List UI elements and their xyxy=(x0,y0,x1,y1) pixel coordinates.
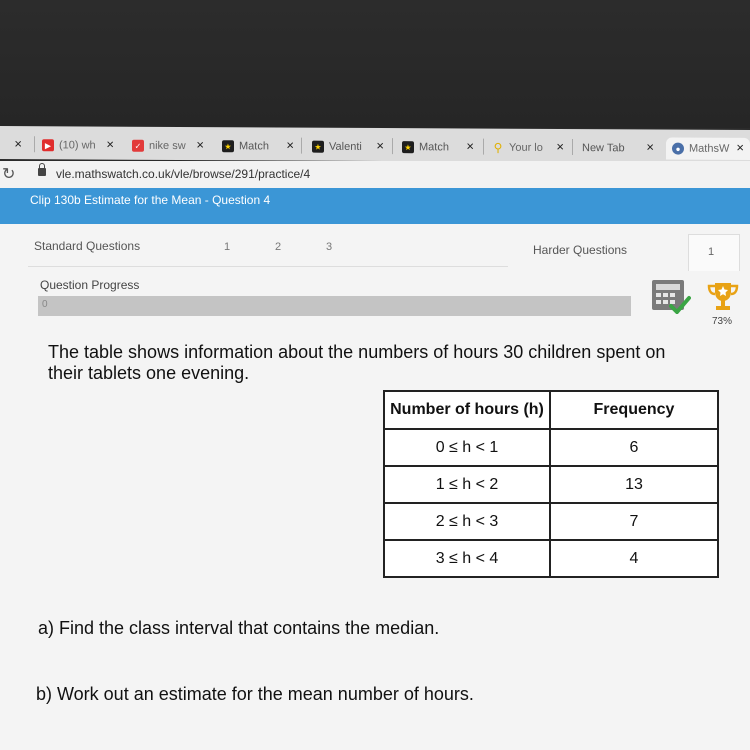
tab-separator xyxy=(572,139,573,155)
trophy-icon[interactable] xyxy=(706,280,740,314)
address-bar xyxy=(0,161,750,189)
tab-match-1[interactable] xyxy=(222,135,294,157)
harder-questions-label: Harder Questions xyxy=(533,243,628,257)
calculator-icon[interactable] xyxy=(651,278,691,314)
tab-label: MathsW xyxy=(689,142,730,155)
url-field[interactable]: vle.mathswatch.co.uk/vle/browse/291/practice/4 xyxy=(56,167,311,181)
close-icon[interactable]: × xyxy=(466,138,474,154)
reload-icon[interactable]: ↻ xyxy=(2,166,16,183)
youtube-icon: ▶ xyxy=(42,139,54,151)
mail-icon: ✓ xyxy=(132,140,144,152)
frequency-cell: 13 xyxy=(550,466,718,503)
browser-tab-strip xyxy=(0,126,750,163)
progress-value: 0 xyxy=(42,299,48,310)
close-icon[interactable]: × xyxy=(646,139,654,155)
frequency-cell: 7 xyxy=(550,503,718,540)
tab-mathswatch[interactable] xyxy=(666,138,750,160)
star-icon: ★ xyxy=(222,140,234,152)
tab-mail[interactable] xyxy=(132,135,204,157)
table-row xyxy=(384,429,718,466)
table-header-row xyxy=(384,391,718,429)
lock-icon xyxy=(38,168,46,176)
question-part-b: b) Work out an estimate for the mean number of hours. xyxy=(36,684,474,704)
standard-question-3[interactable]: 3 xyxy=(326,241,333,253)
frequency-table xyxy=(383,390,719,578)
globe-icon: ● xyxy=(672,143,684,155)
tab-valentine[interactable] xyxy=(312,136,384,158)
frequency-cell: 6 xyxy=(550,429,718,466)
star-icon: ★ xyxy=(312,141,324,153)
tab-separator xyxy=(301,138,302,154)
location-icon: ⚲ xyxy=(493,140,503,155)
question-progress-label: Question Progress xyxy=(40,278,140,292)
standard-questions-label: Standard Questions xyxy=(34,239,141,253)
tab-partial[interactable] xyxy=(0,134,22,156)
close-icon[interactable]: × xyxy=(736,139,744,155)
tab-label: nike sw xyxy=(149,139,186,153)
tab-separator xyxy=(392,138,393,154)
tab-label: Match xyxy=(239,140,269,153)
screen-bezel xyxy=(0,0,750,128)
close-icon[interactable]: × xyxy=(14,136,22,152)
question-part-a: a) Find the class interval that contains the median. xyxy=(38,618,440,638)
table-row xyxy=(384,466,718,503)
tab-separator xyxy=(34,136,35,152)
close-icon[interactable]: × xyxy=(196,137,204,153)
tab-label: New Tab xyxy=(582,142,625,155)
table-row xyxy=(384,503,718,540)
tab-separator xyxy=(483,139,484,155)
tab-label: Match xyxy=(419,141,449,154)
column-header-frequency: Frequency xyxy=(550,391,718,429)
star-icon: ★ xyxy=(402,141,414,153)
tab-new[interactable] xyxy=(582,137,654,159)
page-content xyxy=(0,188,750,750)
clip-title: Clip 130b Estimate for the Mean - Question 4 xyxy=(30,193,271,207)
close-icon[interactable]: × xyxy=(106,136,114,152)
tab-divider xyxy=(28,266,508,267)
frequency-cell: 4 xyxy=(550,540,718,577)
progress-bar xyxy=(38,296,631,316)
hours-cell: 3 ≤ h < 4 xyxy=(384,540,550,577)
score-percentage: 73% xyxy=(712,316,733,327)
hours-cell: 2 ≤ h < 3 xyxy=(384,503,550,540)
tab-label: (10) wh xyxy=(59,139,96,152)
standard-question-1[interactable]: 1 xyxy=(224,241,231,253)
close-icon[interactable]: × xyxy=(376,138,384,154)
hours-cell: 0 ≤ h < 1 xyxy=(384,429,550,466)
question-text: The table shows information about the numbers of hours 30 children spent on their tablets one evening. xyxy=(48,342,666,383)
tab-label: Your lo xyxy=(509,141,543,154)
tab-youtube[interactable] xyxy=(42,134,114,156)
close-icon[interactable]: × xyxy=(286,137,294,153)
tab-location[interactable] xyxy=(492,137,564,159)
standard-question-2[interactable]: 2 xyxy=(275,241,282,253)
tab-label: Valenti xyxy=(329,140,362,153)
column-header-hours: Number of hours (h) xyxy=(384,391,550,429)
hours-cell: 1 ≤ h < 2 xyxy=(384,466,550,503)
tab-match-2[interactable] xyxy=(402,136,474,158)
close-icon[interactable]: × xyxy=(556,138,564,154)
clip-header-bar xyxy=(0,188,750,224)
table-row xyxy=(384,540,718,577)
harder-question-1[interactable]: 1 xyxy=(708,246,715,258)
